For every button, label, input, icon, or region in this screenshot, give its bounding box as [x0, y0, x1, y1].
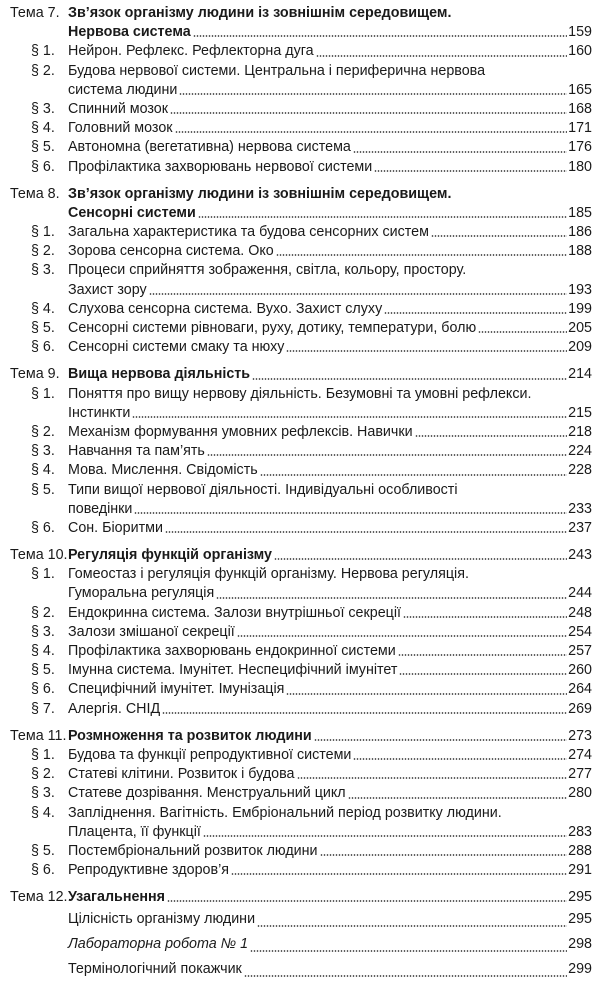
page-number: 188	[568, 243, 592, 260]
dot-leader	[175, 131, 567, 133]
dot-leader	[320, 854, 567, 856]
dot-leader	[257, 925, 567, 927]
topic-block	[0, 185, 600, 358]
section-number: § 3.	[31, 785, 55, 802]
dot-leader	[162, 712, 567, 714]
page-number: 168	[568, 100, 592, 117]
section-line[interactable]	[0, 138, 600, 157]
dot-leader	[316, 55, 567, 57]
section-title: Репродуктивне здоров’я	[68, 862, 229, 879]
section-line[interactable]	[0, 423, 600, 442]
page-number: 199	[568, 300, 592, 317]
dot-leader	[237, 635, 567, 637]
section-title: Запліднення. Вагітність. Ембріональний період розвитку людини.	[68, 804, 502, 821]
topic-title: Зв’язок організму людини із зовнішнім середовищем.	[68, 5, 452, 21]
dot-leader	[398, 654, 567, 656]
dot-leader	[403, 616, 567, 618]
dot-leader	[286, 350, 567, 352]
section-number: § 4.	[31, 462, 55, 479]
page-number: 291	[568, 862, 592, 879]
dot-leader	[353, 758, 567, 760]
section-number: § 6.	[31, 519, 55, 536]
section-title: Гуморальна регуляція	[68, 585, 215, 602]
section-title: Слухова сенсорна система. Вухо. Захист слуху	[68, 300, 383, 317]
section-line[interactable]	[0, 500, 600, 519]
topic-number: Тема 10.	[10, 547, 68, 564]
section-title: Нейрон. Рефлекс. Рефлекторна дуга	[68, 43, 314, 60]
section-number: § 2.	[31, 766, 55, 783]
topic-line[interactable]	[0, 23, 600, 42]
page-number: 254	[568, 623, 592, 640]
section-title: Ендокринна система. Залози внутрішньої секреції	[68, 604, 401, 621]
section-title: Сенсорні системи рівноваги, руху, дотику, температури, болю	[68, 320, 477, 336]
dot-leader	[132, 416, 567, 418]
page-number: 160	[568, 43, 592, 60]
section-title: Статеві клітини. Розвиток і будова	[68, 766, 295, 783]
section-line[interactable]	[0, 823, 600, 842]
dot-leader	[374, 170, 567, 172]
section-title: система людини	[68, 81, 178, 98]
dot-leader	[198, 216, 567, 218]
topic-block	[0, 365, 600, 538]
topic-block	[0, 727, 600, 881]
section-line[interactable]	[0, 784, 600, 803]
topic-number: Тема 8.	[10, 185, 60, 202]
section-number: § 6.	[31, 681, 55, 698]
dot-leader	[276, 254, 567, 256]
topic-number: Тема 7.	[10, 5, 60, 21]
dot-leader	[179, 93, 567, 95]
section-line[interactable]	[0, 319, 600, 338]
section-title: Постембріональний розвиток людини	[68, 842, 318, 859]
topic-title: Узагальнення	[68, 889, 166, 906]
section-title: Сенсорні системи смаку та нюху	[68, 339, 285, 356]
section-title: Процеси сприйняття зображення, світла, кольору, простору.	[68, 262, 467, 279]
topic-line[interactable]	[0, 365, 600, 384]
section-line[interactable]	[0, 119, 600, 138]
section-title: Мова. Мислення. Свідомість	[68, 462, 258, 479]
section-number: § 2.	[31, 243, 55, 260]
section-number: § 4.	[31, 300, 55, 317]
section-title: Лабораторна робота № 1	[68, 936, 249, 953]
section-line[interactable]	[0, 42, 600, 61]
page-number: 298	[568, 936, 592, 953]
section-title: Профілактика захворювань ендокринної системи	[68, 643, 396, 659]
page-number: 171	[568, 120, 592, 137]
page-number: 244	[568, 585, 592, 602]
section-number: § 1.	[31, 566, 55, 583]
page-number: 218	[568, 423, 592, 440]
page-number: 159	[568, 24, 592, 41]
section-title: Будова нервової системи. Центральна і периферична нервова	[68, 62, 486, 79]
section-line[interactable]	[0, 680, 600, 699]
topic-line[interactable]	[0, 4, 600, 23]
page-number: 176	[568, 139, 592, 156]
page-number: 277	[568, 766, 592, 783]
dot-leader	[399, 673, 567, 675]
page-number: 283	[568, 823, 592, 840]
dot-leader	[348, 797, 567, 799]
section-line[interactable]	[0, 338, 600, 357]
section-title: Автономна (вегетативна) нервова система	[68, 139, 351, 156]
page-number: 224	[568, 443, 592, 460]
section-line[interactable]	[0, 300, 600, 319]
topic-title: Вища нервова діяльність	[68, 366, 251, 383]
topic-block	[0, 888, 600, 982]
section-title: Залози змішаної секреції	[68, 623, 235, 640]
dot-leader	[193, 35, 567, 37]
page-number: 228	[568, 462, 592, 479]
topic-number: Тема 12.	[10, 889, 68, 906]
page-number: 295	[568, 889, 592, 906]
section-line[interactable]	[0, 158, 600, 177]
page-number: 193	[568, 281, 592, 298]
dot-leader	[384, 312, 567, 314]
section-title: Спинний мозок	[68, 100, 169, 117]
section-line[interactable]	[0, 765, 600, 784]
topic-line[interactable]	[0, 185, 600, 204]
topic-number: Тема 11.	[10, 727, 67, 744]
section-number: § 3.	[31, 443, 55, 460]
section-title: Загальна характеристика та будова сенсорних систем	[68, 224, 429, 241]
dot-leader	[244, 975, 567, 977]
section-line[interactable]	[0, 242, 600, 261]
page-number: 209	[568, 339, 592, 356]
page-number: 186	[568, 224, 592, 241]
section-line[interactable]	[0, 481, 600, 500]
section-title: Сон. Біоритми	[68, 519, 163, 536]
section-line[interactable]	[0, 385, 600, 404]
dot-leader	[431, 235, 567, 237]
page-number: 288	[568, 842, 592, 859]
section-title: Захист зору	[68, 281, 147, 298]
section-number: § 7.	[31, 700, 55, 717]
section-line[interactable]	[0, 957, 600, 982]
section-number: § 2.	[31, 604, 55, 621]
topic-line[interactable]	[0, 546, 600, 565]
section-number: § 2.	[31, 62, 55, 79]
section-number: § 4.	[31, 643, 55, 659]
section-line[interactable]	[0, 565, 600, 584]
section-number: § 1.	[31, 43, 55, 60]
section-title: Імунна система. Імунітет. Неспецифічний імунітет	[68, 662, 398, 679]
section-title: Алергія. СНІД	[68, 700, 161, 717]
section-number: § 1.	[31, 385, 55, 402]
dot-leader	[478, 331, 567, 333]
page-number: 214	[568, 366, 592, 383]
section-number: § 5.	[31, 320, 55, 336]
page-number: 295	[568, 911, 592, 928]
section-line[interactable]	[0, 932, 600, 957]
section-line[interactable]	[0, 700, 600, 719]
page-number: 233	[568, 500, 592, 517]
topic-title: Зв’язок організму людини із зовнішнім середовищем.	[68, 185, 452, 202]
section-line[interactable]	[0, 842, 600, 861]
dot-leader	[252, 378, 567, 380]
section-title: Головний мозок	[68, 120, 173, 137]
section-line[interactable]	[0, 642, 600, 661]
dot-leader	[149, 293, 567, 295]
page-number: 185	[568, 204, 592, 221]
section-line[interactable]	[0, 746, 600, 765]
section-title: Специфічний імунітет. Імунізація	[68, 681, 285, 698]
page-number: 215	[568, 404, 592, 421]
topic-block	[0, 546, 600, 719]
page-number: 274	[568, 746, 592, 763]
section-line[interactable]	[0, 223, 600, 242]
topic-line[interactable]	[0, 204, 600, 223]
dot-leader	[353, 151, 567, 153]
section-line[interactable]	[0, 81, 600, 100]
section-title: Гомеостаз і регуляція функцій організму. Нервова регуляція.	[68, 566, 469, 583]
dot-leader	[170, 112, 567, 114]
section-line[interactable]	[0, 281, 600, 300]
dot-leader	[297, 777, 567, 779]
section-title: Поняття про вищу нервову діяльність. Безумовні та умовні рефлекси.	[68, 385, 532, 402]
section-number: § 4.	[31, 804, 55, 821]
topic-title: Регуляція функцій організму	[68, 547, 273, 564]
dot-leader	[134, 512, 567, 514]
topic-line[interactable]	[0, 888, 600, 907]
section-number: § 1.	[31, 746, 55, 763]
section-number: § 3.	[31, 100, 55, 117]
page-number: 273	[568, 727, 592, 744]
section-title: Термінологічний покажчик	[68, 961, 242, 978]
section-title: Типи вищої нервової діяльності. Індивідуальні особливості	[68, 481, 458, 498]
section-line[interactable]	[0, 519, 600, 538]
section-number: § 2.	[31, 423, 55, 440]
section-number: § 3.	[31, 623, 55, 640]
section-title: Профілактика захворювань нервової системи	[68, 158, 373, 175]
section-number: § 6.	[31, 862, 55, 879]
page-number: 257	[568, 643, 592, 659]
section-line[interactable]	[0, 907, 600, 932]
page-number: 269	[568, 700, 592, 717]
section-title: Цілісність організму людини	[68, 911, 256, 928]
dot-leader	[203, 835, 567, 837]
dot-leader	[314, 739, 567, 741]
section-title: Навчання та пам’ять	[68, 443, 205, 460]
page-number: 260	[568, 662, 592, 679]
section-number: § 4.	[31, 120, 55, 137]
section-line[interactable]	[0, 100, 600, 119]
dot-leader	[207, 454, 567, 456]
section-line[interactable]	[0, 604, 600, 623]
section-number: § 5.	[31, 139, 55, 156]
dot-leader	[415, 435, 567, 437]
dot-leader	[286, 693, 567, 695]
section-title: Зорова сенсорна система. Око	[68, 243, 274, 260]
dot-leader	[274, 558, 567, 560]
section-number: § 1.	[31, 224, 55, 241]
page-number: 205	[568, 320, 592, 336]
section-line[interactable]	[0, 804, 600, 823]
section-title: Механізм формування умовних рефлексів. Навички	[68, 423, 413, 440]
section-line[interactable]	[0, 261, 600, 280]
page-number: 165	[568, 81, 592, 98]
section-number: § 6.	[31, 339, 55, 356]
section-line[interactable]	[0, 461, 600, 480]
page-number: 280	[568, 785, 592, 802]
section-number: § 5.	[31, 481, 55, 498]
topic-title: Розмноження та розвиток людини	[68, 727, 312, 744]
page-number: 299	[568, 961, 592, 978]
section-number: § 5.	[31, 842, 55, 859]
dot-leader	[165, 531, 567, 533]
page-number: 243	[568, 547, 592, 564]
section-line[interactable]	[0, 442, 600, 461]
dot-leader	[231, 873, 567, 875]
page-number: 264	[568, 681, 592, 698]
page-number: 237	[568, 519, 592, 536]
page-number: 180	[568, 158, 592, 175]
section-line[interactable]	[0, 62, 600, 81]
section-number: § 5.	[31, 662, 55, 679]
dot-leader	[250, 950, 567, 952]
section-line[interactable]	[0, 623, 600, 642]
section-title: поведінки	[68, 500, 133, 517]
topic-title: Сенсорні системи	[68, 204, 196, 221]
page-number: 248	[568, 604, 592, 621]
dot-leader	[167, 900, 567, 902]
topic-block	[0, 4, 600, 177]
topic-number: Тема 9.	[10, 366, 60, 383]
dot-leader	[260, 474, 567, 476]
topic-title: Нервова система	[68, 24, 191, 41]
section-title: Плацента, її функції	[68, 823, 201, 840]
topic-line[interactable]	[0, 727, 600, 746]
section-line[interactable]	[0, 861, 600, 880]
section-number: § 3.	[31, 262, 55, 279]
section-line[interactable]	[0, 404, 600, 423]
section-line[interactable]	[0, 661, 600, 680]
section-number: § 6.	[31, 158, 55, 175]
section-line[interactable]	[0, 584, 600, 603]
section-title: Будова та функції репродуктивної системи	[68, 746, 352, 763]
section-title: Інстинкти	[68, 404, 131, 421]
dot-leader	[216, 597, 567, 599]
section-title: Статеве дозрівання. Менструальний цикл	[68, 785, 346, 802]
